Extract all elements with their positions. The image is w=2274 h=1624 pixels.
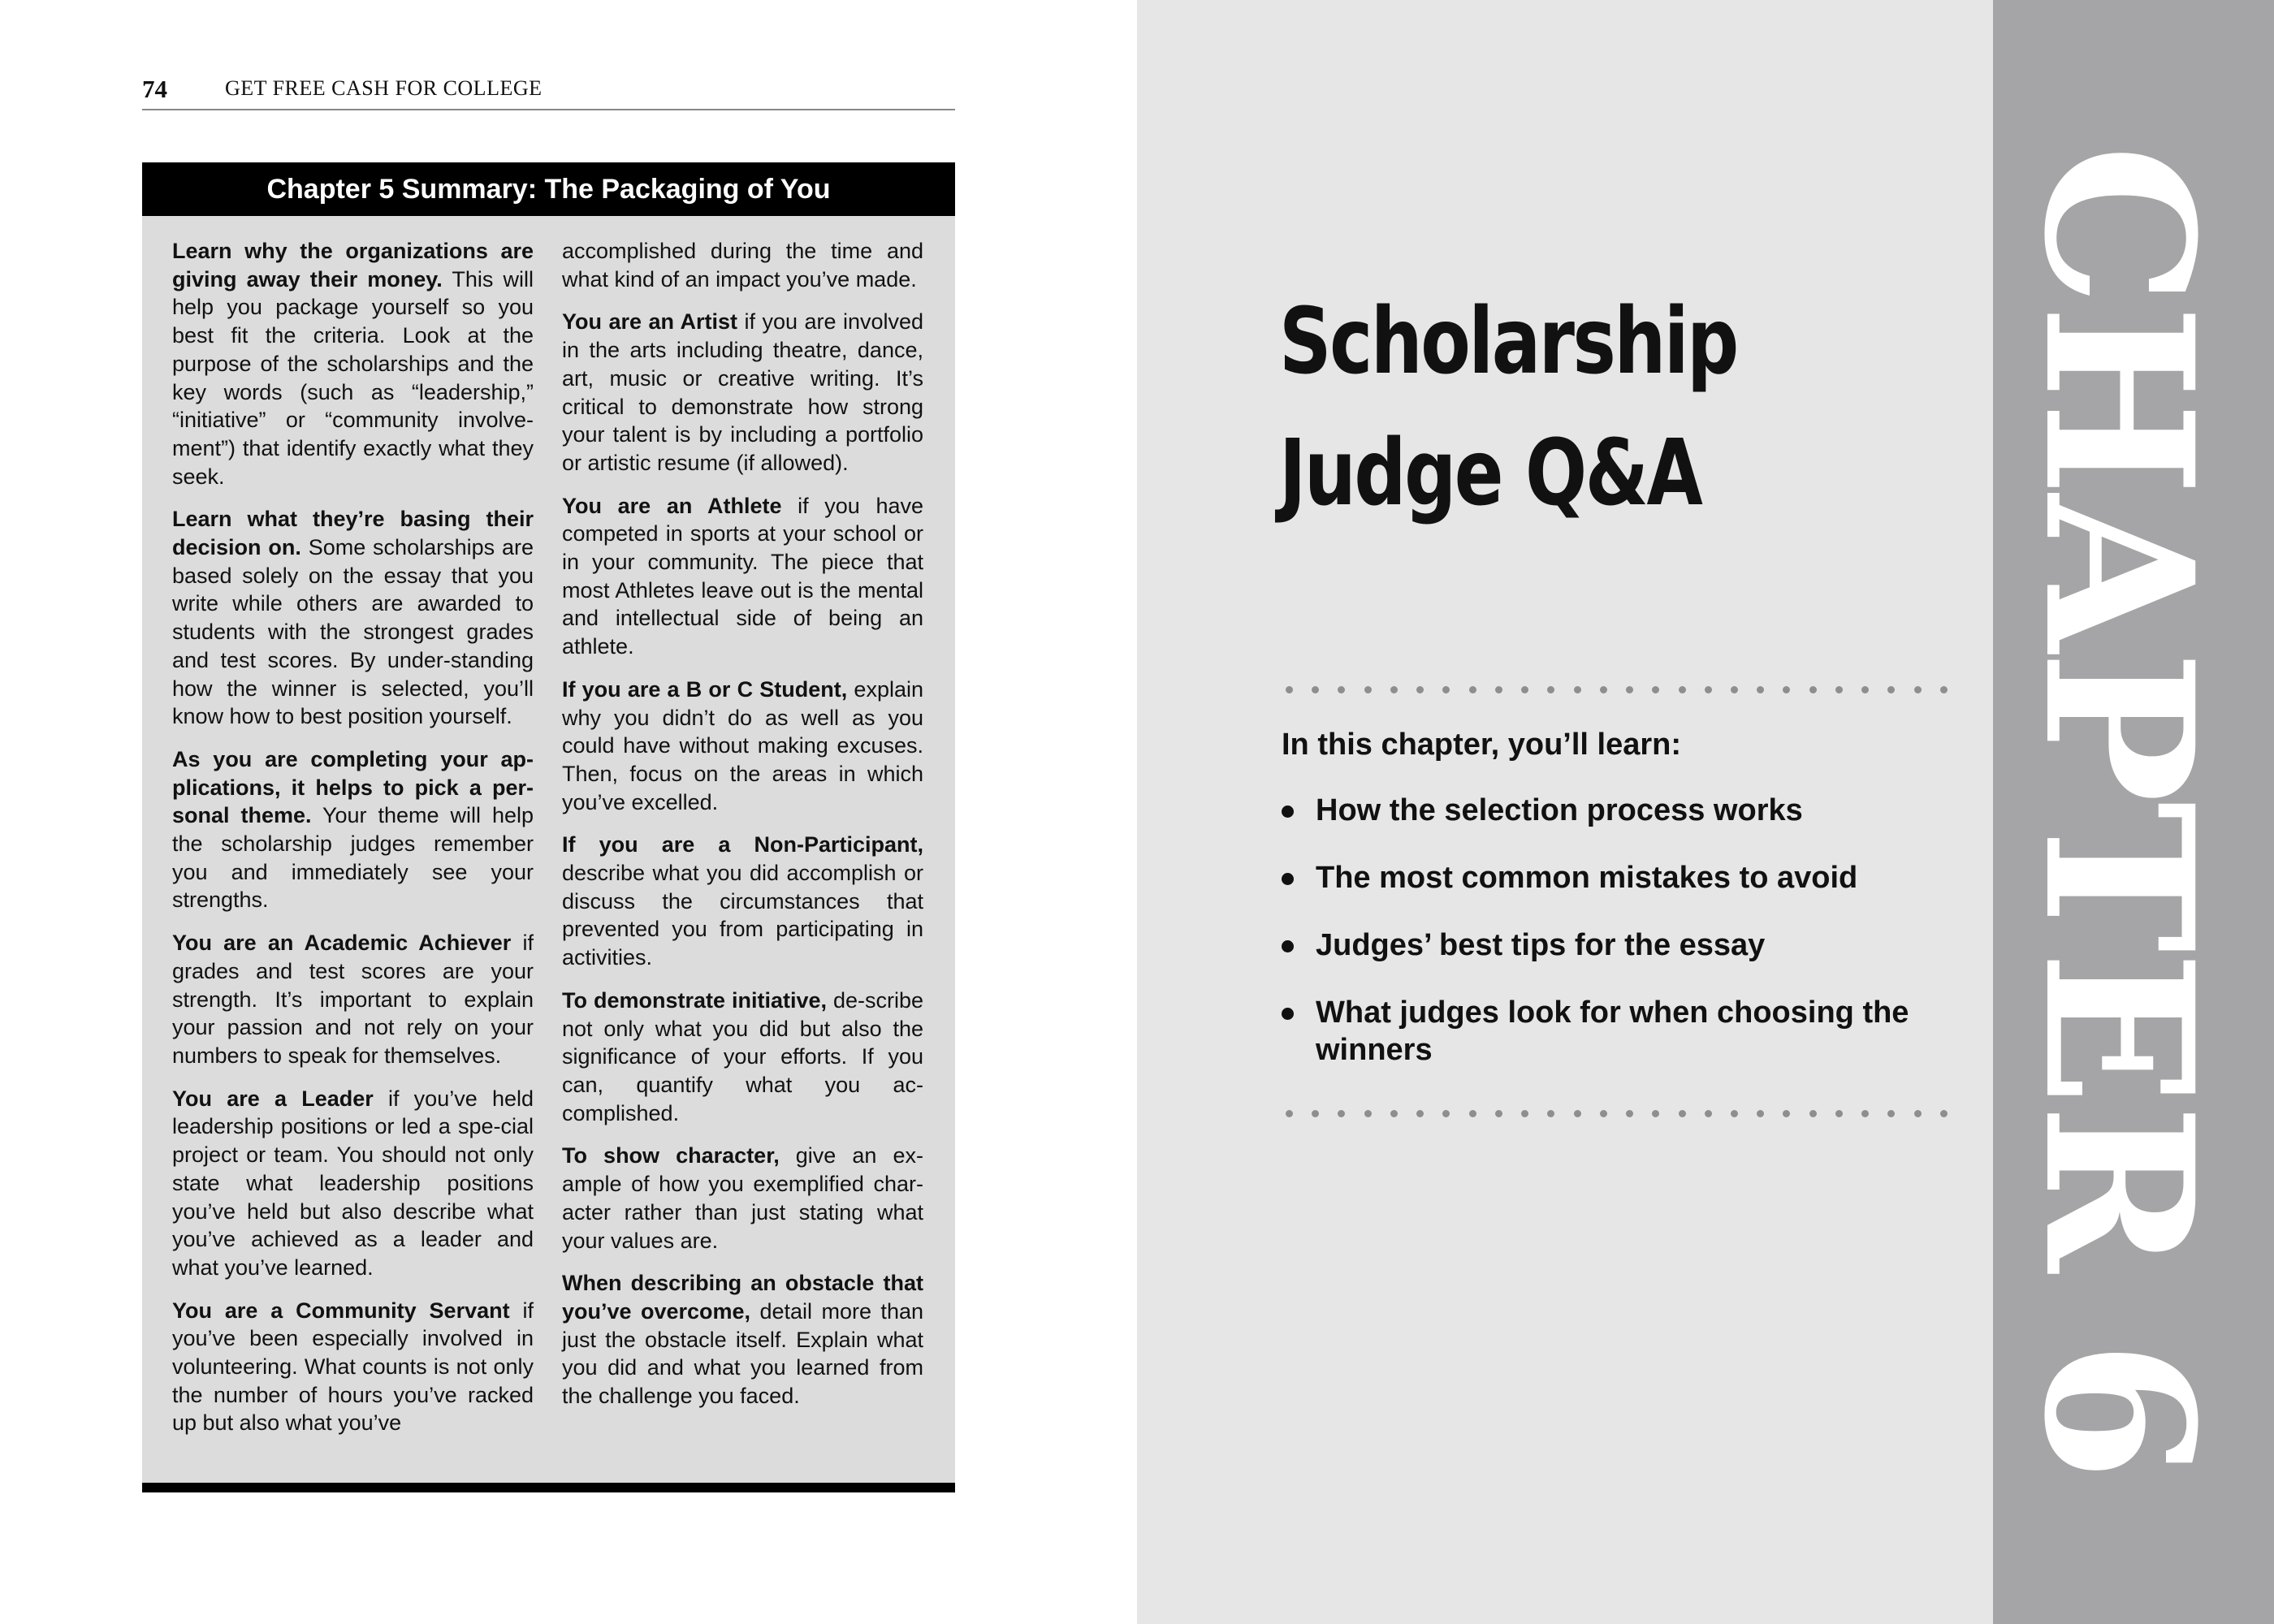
paragraph-lead: Learn why the organizations are giving away their money. [172,239,534,292]
paragraph-text: accomplished during the time and what kind of an impact you’ve made. [562,239,923,292]
summary-paragraph [172,237,534,490]
divider-dot [1835,686,1843,693]
paragraph-text: explain why you didn’t do as well as you could have without making excuses. Then, focus on the areas in which you’ve excelled. [562,676,923,814]
divider-dot [1312,1110,1319,1117]
dotted-divider-bottom [1286,1109,1948,1117]
learn-list-item [1282,994,1917,1069]
chapter-title-line: Judge Q&A [1279,421,1701,526]
learn-list-item [1282,792,1917,829]
paragraph-lead: To show character, [562,1143,780,1168]
paragraph-text: if you are involved in the arts including theatre, dance, art, music or creative writing. It’s critical to demonstrate how strong your talent is by including a portfolio or artistic resume (if allowed). [562,309,924,475]
summary-paragraph [172,1297,534,1438]
paragraph-lead: You are a Community Servant [172,1298,510,1323]
learn-list [1282,792,1931,1099]
divider-dot [1600,1110,1607,1117]
divider-dot [1416,1110,1424,1117]
paragraph-text: if you’ve been especially involved in volunteering. What counts is not only the number of hours you’ve racked up but also what you’ve [172,1298,534,1436]
summary-paragraph [562,987,923,1128]
summary-heading: Chapter 5 Summary: The Packaging of You [142,162,955,216]
running-head [142,75,955,110]
bullet-icon [1282,806,1294,818]
summary-paragraph [562,1142,923,1255]
paragraph-text: if you’ve held leadership positions or led a spe-cial project or team. You should not only state what leadership positions you’ve held but also describe what you’ve achieved as a leader and what you’ve learned. [172,1086,534,1280]
paragraph-text: de-scribe not only what you did but also the significance of your efforts. If you can, quantify what you ac-complished. [562,987,923,1125]
paragraph-lead: As you are completing your ap-plications, it helps to pick a per-sonal theme. [172,746,534,828]
dotted-divider-top [1286,685,1948,693]
divider-dot [1679,686,1686,693]
summary-paragraph [172,929,534,1070]
summary-paragraph [562,676,923,817]
chapter-title [1279,276,1799,539]
divider-dot [1861,1110,1869,1117]
paragraph-lead: You are an Artist [562,309,737,335]
paragraph-lead: When describing an obstacle that you’ve overcome, [562,1271,923,1324]
chapter-label: CHAPTER 6 [1999,144,2238,1480]
paragraph-text: This will help you package yourself so you best fit the criteria. Look at the purpose of the scholarships and the key words (such as “leadership,” “initiative” or “community involve-ment”) that identify exactly what they seek. [172,266,534,489]
right-page [1137,0,2274,1624]
divider-dot [1469,1110,1476,1117]
divider-dot [1731,686,1738,693]
divider-dot [1390,1110,1398,1117]
divider-dot [1521,686,1528,693]
divider-dot [1626,686,1633,693]
divider-dot [1757,686,1764,693]
divider-dot [1495,1110,1502,1117]
summary-paragraph [562,308,923,477]
summary-paragraph [562,1269,923,1410]
summary-column-left [172,237,534,1452]
bullet-icon [1282,940,1294,952]
divider-dot [1861,686,1869,693]
divider-dot [1731,1110,1738,1117]
paragraph-lead: If you are a Non-Participant, [562,832,923,857]
divider-dot [1442,686,1450,693]
summary-paragraph [172,745,534,914]
learn-heading: In this chapter, you’ll learn: [1282,728,1681,762]
page-number: 74 [142,75,167,103]
divider-dot [1914,1110,1922,1117]
learn-list-item [1282,859,1917,896]
divider-dot [1940,686,1948,693]
divider-dot [1809,1110,1817,1117]
paragraph-text: if grades and test scores are your strength. It’s important to explain your passion and not rely on your numbers to speak for themselves. [172,931,534,1068]
paragraph-text: give an ex-ample of how you exemplified char-acter rather than just stating what your values are. [562,1143,923,1253]
divider-dot [1312,686,1319,693]
divider-dot [1442,1110,1450,1117]
divider-dot [1940,1110,1948,1117]
divider-dot [1469,686,1476,693]
divider-dot [1783,1110,1790,1117]
divider-dot [1600,686,1607,693]
paragraph-lead: Learn what they’re basing their decision on. [172,507,534,560]
learn-item-text: Judges’ best tips for the essay [1316,928,1766,962]
divider-dot [1783,686,1790,693]
paragraph-lead: You are a Leader [172,1086,374,1111]
divider-dot [1547,1110,1554,1117]
divider-dot [1914,686,1922,693]
divider-dot [1574,686,1581,693]
paragraph-text: Some scholarships are based solely on the essay that you write while others are awarded to students with the strongest grades and test scores. By under-standing how the winner is selected, you’ll know how to best position yourself. [172,535,534,729]
learn-item-text: What judges look for when choosing the winners [1316,996,1909,1067]
paragraph-lead: You are an Athlete [562,493,782,518]
paragraph-text: detail more than just the obstacle itself. Explain what you did and what you learned from the challenge you faced. [562,1298,923,1409]
chapter-band [1993,0,2274,1624]
divider-dot [1521,1110,1528,1117]
divider-dot [1757,1110,1764,1117]
divider-dot [1338,1110,1345,1117]
summary-column-right [562,237,923,1425]
divider-dot [1887,686,1895,693]
summary-paragraph [172,1085,534,1282]
divider-dot [1679,1110,1686,1117]
chapter-summary-box [142,162,955,1492]
paragraph-lead: To demonstrate initiative, [562,987,827,1013]
paragraph-text: if you have competed in sports at your school or in your community. The piece that most Athletes leave out is the mental and intellectual side of being an athlete. [562,493,923,659]
divider-dot [1547,686,1554,693]
divider-dot [1652,686,1659,693]
summary-paragraph [172,505,534,731]
paragraph-lead: You are an Academic Achiever [172,931,512,956]
divider-dot [1835,1110,1843,1117]
divider-dot [1364,1110,1372,1117]
divider-dot [1887,1110,1895,1117]
paragraph-text: describe what you did accomplish or discuss the circumstances that prevented you from participating in activities. [562,861,923,970]
paragraph-lead: If you are a B or C Student, [562,676,848,702]
divider-dot [1416,686,1424,693]
bullet-icon [1282,1008,1294,1020]
divider-dot [1495,686,1502,693]
learn-item-text: The most common mistakes to avoid [1316,861,1858,895]
divider-dot [1574,1110,1581,1117]
learn-item-text: How the selection process works [1316,793,1803,827]
divider-dot [1705,1110,1712,1117]
divider-dot [1809,686,1817,693]
divider-dot [1286,686,1293,693]
learn-list-item [1282,926,1917,964]
bullet-icon [1282,873,1294,885]
divider-dot [1390,686,1398,693]
divider-dot [1652,1110,1659,1117]
divider-dot [1626,1110,1633,1117]
summary-paragraph [562,237,923,293]
divider-dot [1364,686,1372,693]
divider-dot [1286,1110,1293,1117]
divider-dot [1338,686,1345,693]
summary-paragraph [562,492,923,661]
summary-paragraph [562,831,923,972]
divider-dot [1705,686,1712,693]
book-title: GET FREE CASH FOR COLLEGE [225,76,543,100]
paragraph-text: Your theme will help the scholarship judges remember you and immediately see your strengths. [172,803,534,913]
chapter-title-line: Scholarship [1279,289,1737,395]
